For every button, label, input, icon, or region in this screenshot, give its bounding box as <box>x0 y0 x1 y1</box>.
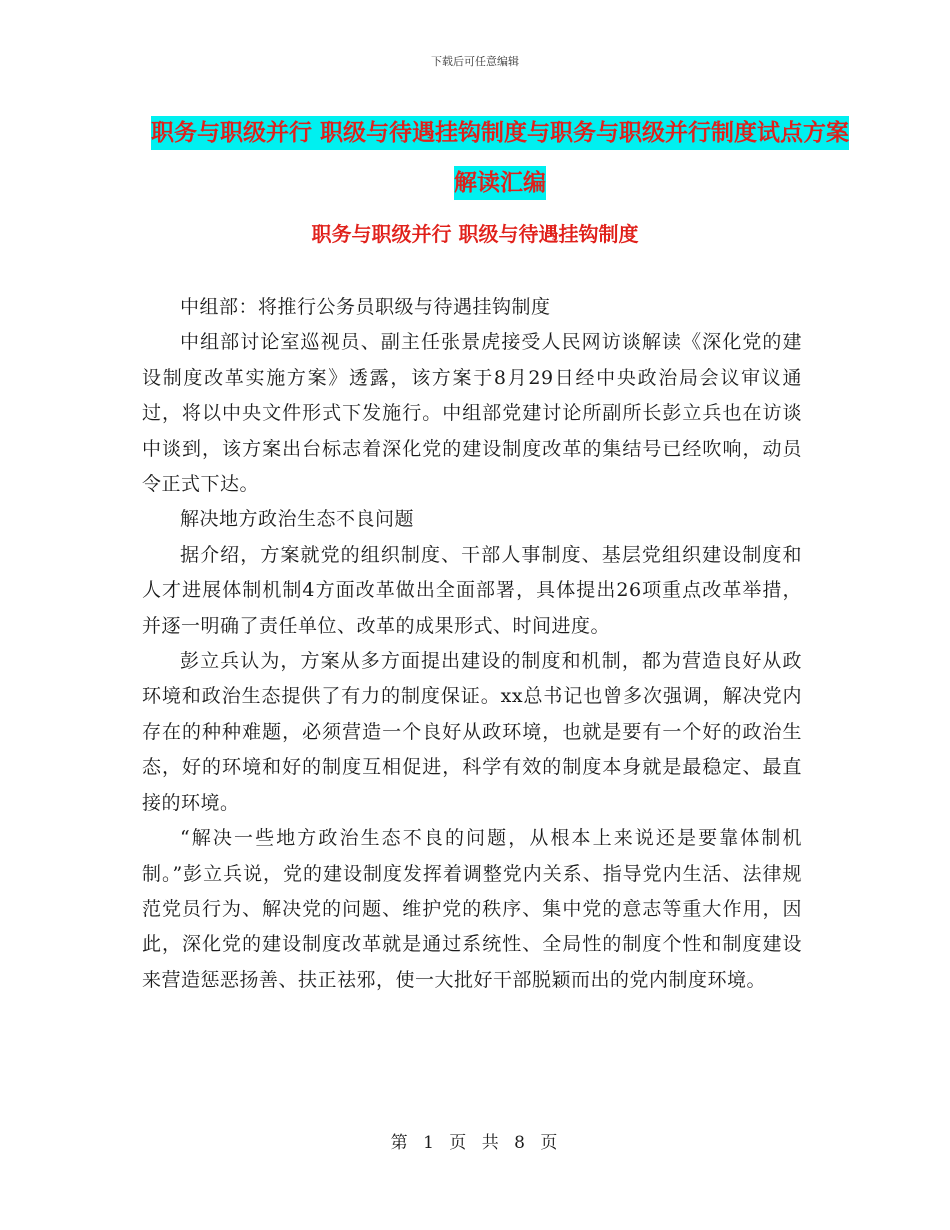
paragraph: 解决地方政治生态不良问题 <box>180 508 415 531</box>
document-title <box>150 108 850 208</box>
paragraph: 彭立兵认为，方案从多方面提出建设的制度和机制，都为营造良好从政环境和政治生态提供了有力的制度保证。xx总书记也曾多次强调，解决党内存在的种种难题，必须营造一个良好从政环境，也就是要有一个好的政治生态，好的环境和好的制度互相促进，科学有效的制度本身就是最稳定、最直接的环境。 <box>142 650 802 814</box>
document-title-text: 职务与职级并行 职级与待遇挂钩制度与职务与职级并行制度试点方案解读汇编 <box>151 116 849 200</box>
page-header-note: 下载后可任意编辑 <box>431 55 519 68</box>
paragraph: “解决一些地方政治生态不良的问题，从根本上来说还是要靠体制机制。”彭立兵说，党的建设制度发挥着调整党内关系、指导党内生活、法律规范党员行为、解决党的问题、维护党的秩序、集中党的意志等重大作用，因此，深化党的建设制度改革就是通过系统性、全局性的制度个性和制度建设来营造惩恶扬善、扶正祛邪，使一大批好干部脱颖而出的党内制度环境。 <box>142 827 802 991</box>
paragraph: 中组部讨论室巡视员、副主任张景虎接受人民网访谈解读《深化党的建设制度改革实施方案》透露，该方案于8月29日经中央政治局会议审议通过，将以中央文件形式下发施行。中组部党建讨论所副所长彭立兵也在访谈中谈到，该方案出台标志着深化党的建设制度改革的集结号已经吹响，动员令正式下达。 <box>142 331 802 496</box>
document-body <box>142 290 802 998</box>
section-title: 职务与职级并行 职级与待遇挂钩制度 <box>311 222 639 246</box>
paragraph: 据介绍，方案就党的组织制度、干部人事制度、基层党组织建设制度和人才进展体制机制4方面改革做出全面部署，具体提出26项重点改革举措，并逐一明确了责任单位、改革的成果形式、时间进度。 <box>142 543 802 637</box>
paragraph: 中组部：将推行公务员职级与待遇挂钩制度 <box>180 296 551 318</box>
page-number-footer: 第 1 页 共 8 页 <box>390 1133 560 1153</box>
